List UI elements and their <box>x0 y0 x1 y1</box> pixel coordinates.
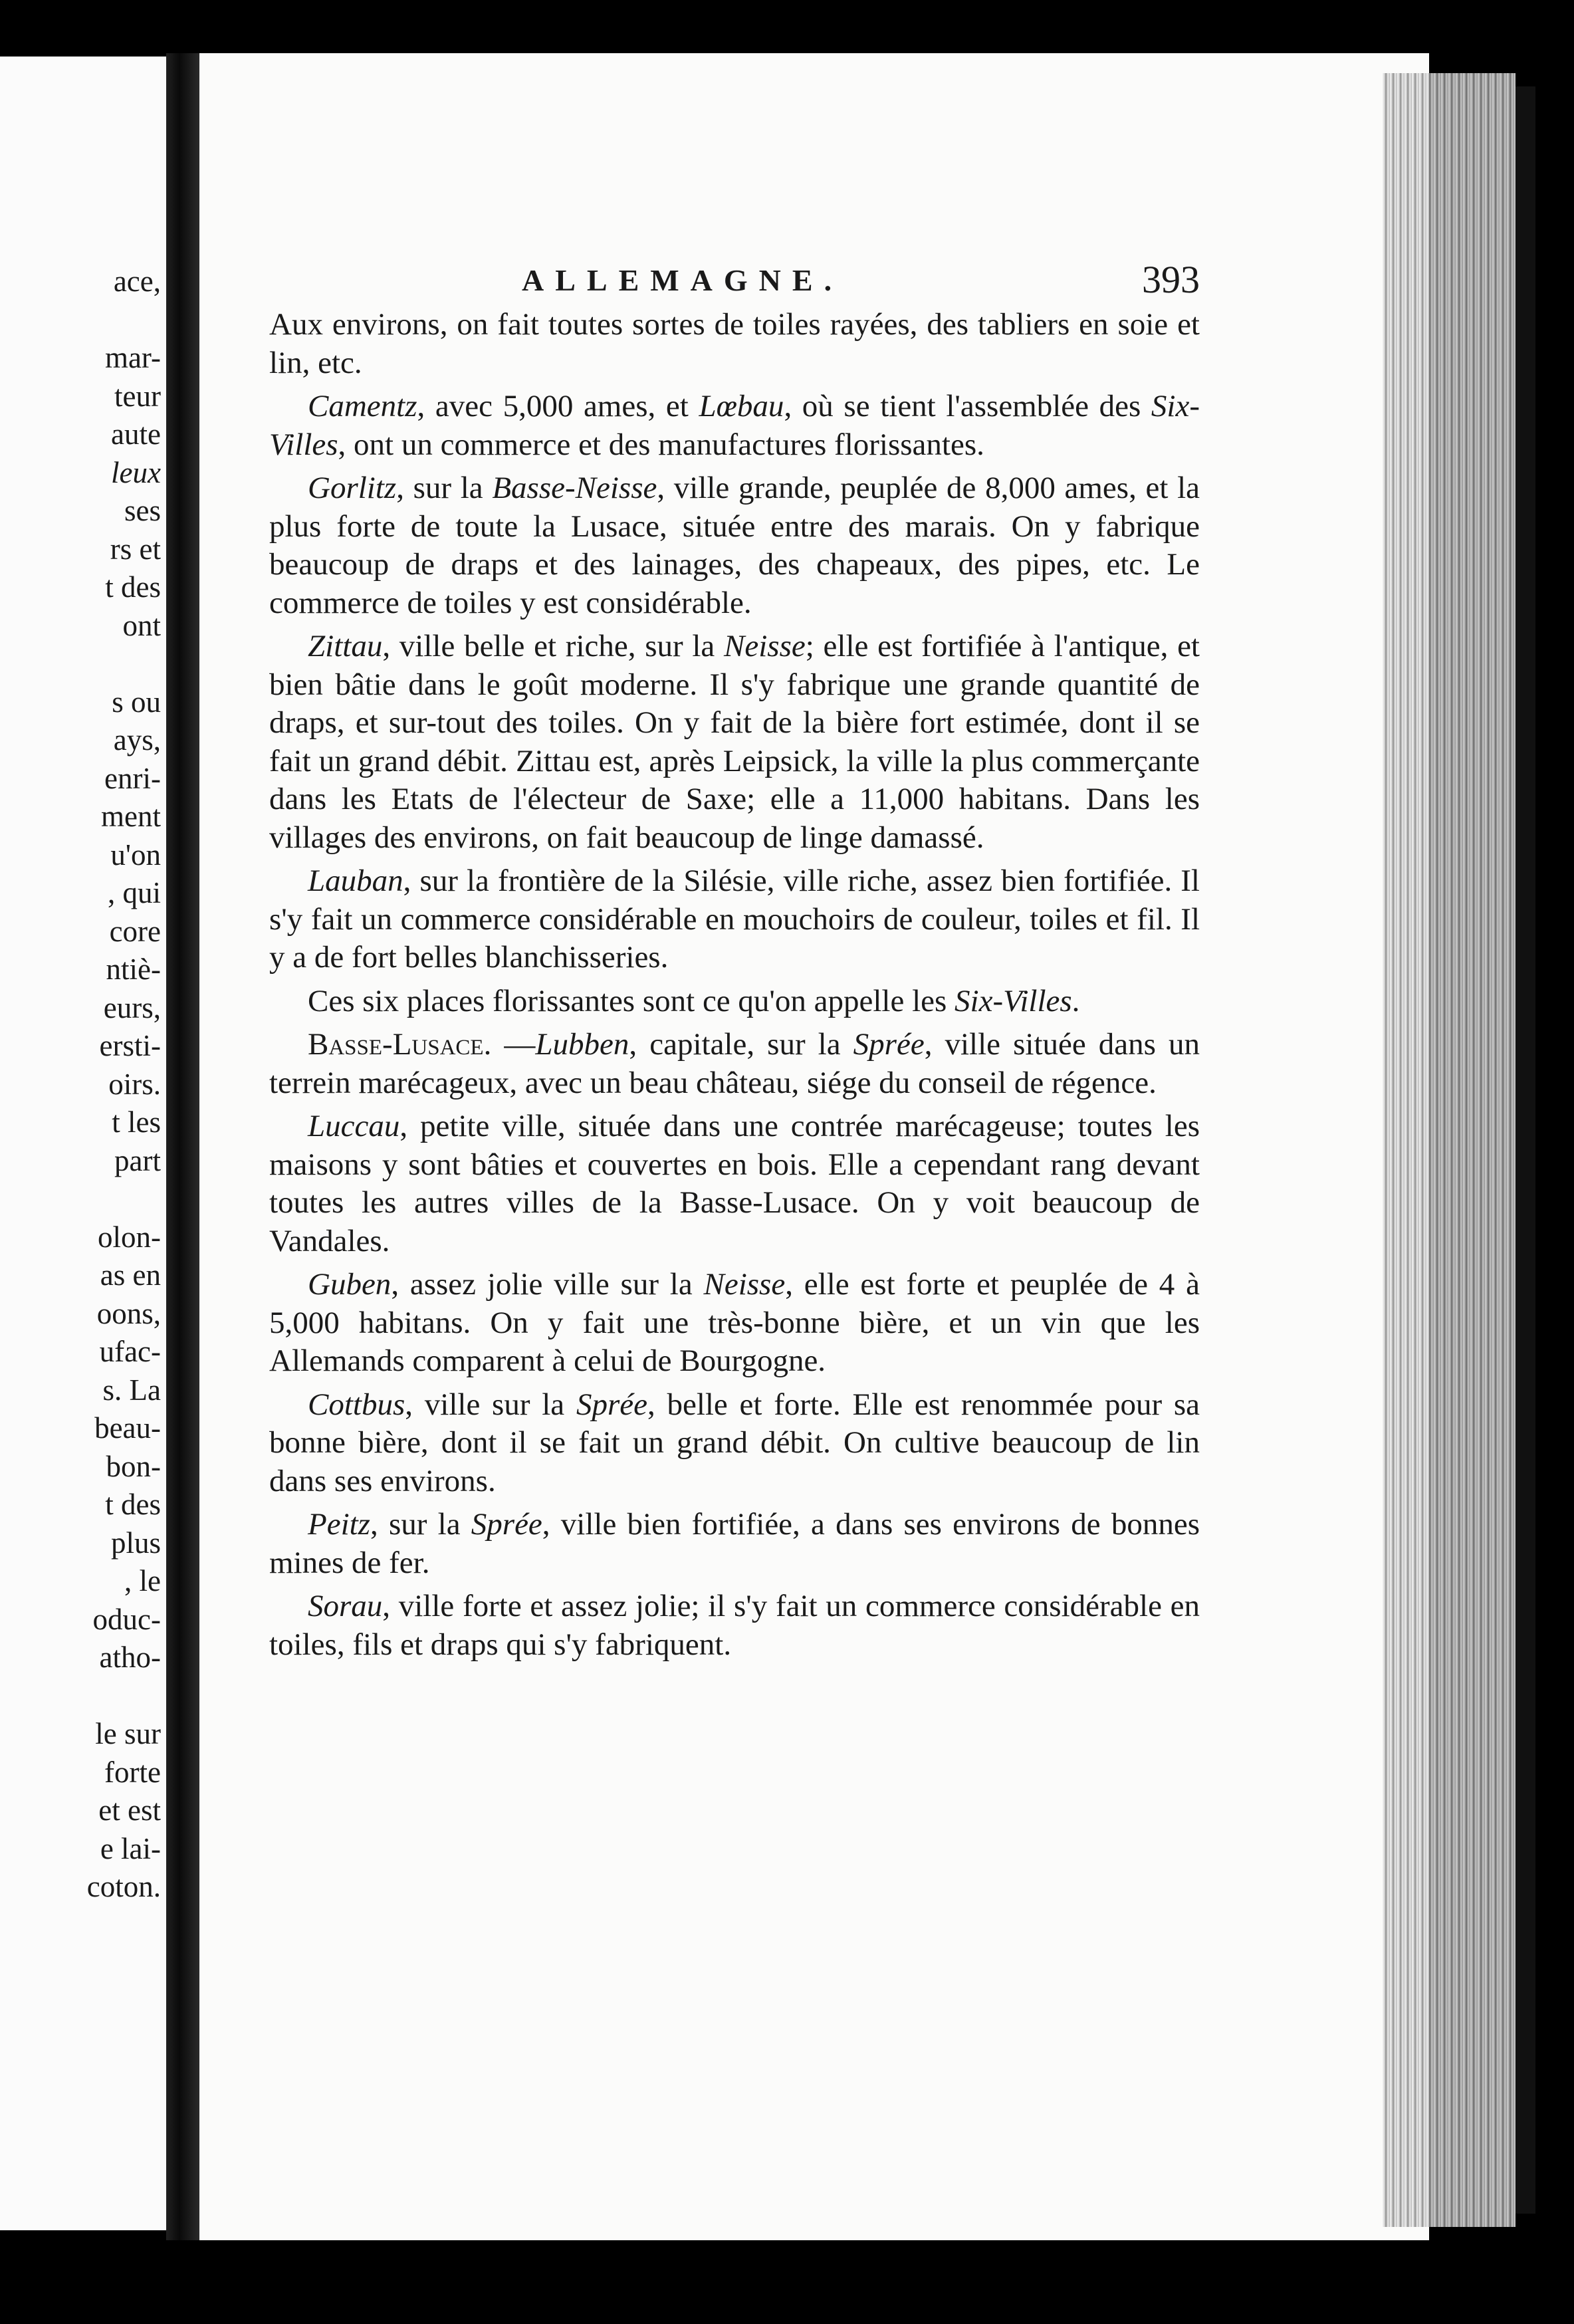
facing-page-text-fragment: s ou <box>112 685 161 719</box>
place-name: Neisse <box>703 1267 786 1302</box>
paragraph-text: , sur la <box>370 1507 471 1542</box>
body-text <box>269 306 1200 1669</box>
paragraph <box>269 306 1200 382</box>
facing-page-text-fragment: ace, <box>113 265 161 298</box>
paragraph <box>269 469 1200 622</box>
place-name: Sorau <box>308 1589 383 1623</box>
place-name: Lauban <box>308 864 403 898</box>
paragraph-text: , ont un commerce et des manufactures florissantes. <box>338 427 984 462</box>
paragraph <box>269 1266 1200 1381</box>
page-edge-shadow <box>1516 86 1535 2214</box>
place-name: Camentz <box>308 389 417 423</box>
facing-page-text-fragment: t des <box>105 1488 161 1521</box>
paragraph <box>269 983 1200 1021</box>
paragraph-text: , ville forte et assez jolie; il s'y fait un commerce considérable en toiles, fils et draps qui s'y fabriquent. <box>269 1589 1200 1662</box>
paragraph <box>269 862 1200 977</box>
facing-page-text-fragment: enri- <box>104 761 161 795</box>
paragraph-text: , elle est forte et peuplée de 4 à 5,000 habitans. On y fait une très-bonne bière, et un vin que les Allemands comparent à celui de Bourgogne. <box>269 1267 1200 1378</box>
facing-page-text-fragment: eurs, <box>103 990 161 1024</box>
page-header <box>269 258 1200 309</box>
paragraph <box>269 1587 1200 1664</box>
paragraph-text: , capitale, sur la <box>629 1027 853 1062</box>
facing-page-text-fragment: et est <box>98 1794 161 1827</box>
paragraph-text: , belle et forte. Elle est renommée pour sa bonne bière, dont il se fait un grand débit. On cultive beaucoup de lin dans ses environs. <box>269 1387 1200 1498</box>
facing-page-text-fragment: t les <box>112 1105 161 1139</box>
paragraph-text: , ville bien fortifiée, a dans ses environs de bonnes mines de fer. <box>269 1507 1200 1580</box>
facing-page-text-fragment: mar- <box>104 341 161 374</box>
facing-page-text-fragment: core <box>109 914 161 948</box>
paragraph <box>269 1026 1200 1102</box>
paragraph <box>269 1506 1200 1582</box>
facing-page-text-fragment: ses <box>124 494 161 527</box>
facing-page-left <box>0 57 166 2230</box>
facing-page-text-fragment: t des <box>105 570 161 604</box>
place-name: Peitz <box>308 1507 370 1542</box>
paragraph <box>269 1386 1200 1501</box>
paragraph-text: Ces six places florissantes sont ce qu'on appelle les <box>308 983 955 1018</box>
place-name: Sprée <box>576 1387 647 1422</box>
facing-page-text-fragment: ays, <box>113 723 161 756</box>
paragraph-text: , ville située dans un terrein marécageux, avec un beau château, siége du conseil de régence. <box>269 1027 1200 1100</box>
place-name: Lœbau <box>699 389 784 423</box>
facing-page-text-fragment: bon- <box>106 1449 161 1483</box>
paragraph-text: , assez jolie ville sur la <box>391 1267 704 1302</box>
facing-page-text-fragment: leux <box>111 455 161 489</box>
facing-page-text-fragment: ntiè- <box>106 953 161 986</box>
place-name: Gorlitz <box>308 471 397 505</box>
facing-page-text-fragment: forte <box>104 1755 161 1789</box>
facing-page-text-fragment: , le <box>124 1564 161 1597</box>
facing-page-text-fragment: oons, <box>96 1296 161 1330</box>
place-name: Sprée <box>471 1507 542 1542</box>
facing-page-text-fragment: ufac- <box>99 1335 161 1368</box>
paragraph <box>269 628 1200 857</box>
paragraph-text: , où se tient l'assemblée des <box>784 389 1151 423</box>
facing-page-text-fragment: coton. <box>86 1870 161 1903</box>
facing-page-text-fragment: rs et <box>110 532 161 566</box>
book-gutter <box>166 53 199 2240</box>
paragraph-text: . <box>1071 983 1080 1018</box>
facing-page-text-fragment: as en <box>100 1258 161 1292</box>
place-name: Basse-Neisse <box>492 471 657 505</box>
facing-page-text-fragment: aute <box>111 417 161 451</box>
paragraph-text: , ville grande, peuplée de 8,000 ames, et la plus forte de toute la Lusace, située entre des marais. On y fabrique beaucoup de draps et des lainages, des chapeaux, des pipes, etc. Le commerce de toiles y est considérable. <box>269 471 1200 620</box>
paragraph <box>269 388 1200 464</box>
facing-page-text-fragment: plus <box>110 1526 161 1560</box>
place-name: Neisse <box>724 629 806 663</box>
facing-page-text-fragment: teur <box>114 379 161 413</box>
place-name: Six-Villes <box>269 389 1200 462</box>
paragraph-text: ; elle est fortifiée à l'antique, et bien bâtie dans le goût moderne. Il s'y fabrique une grande quantité de draps, et sur-tout des toiles. On y fait de la bière fort estimée, dont il se fait un grand débit. Zittau est, après Leipsick, la ville la plus commerçante dans les Etats de l'électeur de Saxe; elle a 11,000 habitans. Dans les villages des environs, on fait beaucoup de linge damassé. <box>269 629 1200 855</box>
facing-page-text-fragment: oduc- <box>92 1602 161 1636</box>
facing-page-text-fragment: , qui <box>107 876 161 909</box>
place-name: Lubben <box>535 1027 629 1062</box>
facing-page-text-fragment: e lai- <box>100 1831 161 1865</box>
facing-page-text-fragment: olon- <box>98 1220 161 1254</box>
facing-page-text-fragment: atho- <box>99 1641 161 1674</box>
place-name: Six-Villes <box>955 983 1072 1018</box>
facing-page-text-fragment: oirs. <box>108 1067 161 1101</box>
paragraph-text: Aux environs, on fait toutes sortes de toiles rayées, des tabliers en soie et lin, etc. <box>269 307 1200 380</box>
facing-page-text-fragment: part <box>114 1143 161 1177</box>
facing-page-text-fragment: ersti- <box>99 1029 161 1062</box>
paragraph-text: , sur la frontière de la Silésie, ville riche, assez bien fortifiée. Il s'y fait un commerce considérable en mouchoirs de couleur, toiles et fil. Il y a de fort belles blanchisseries. <box>269 864 1200 975</box>
place-name: Cottbus <box>308 1387 405 1422</box>
place-name: Zittau <box>308 629 383 663</box>
paragraph-text: , sur la <box>396 471 493 505</box>
facing-page-text-fragment: beau- <box>94 1411 161 1445</box>
paragraph-text: , avec 5,000 ames, et <box>417 389 699 423</box>
facing-page-text-fragment: le sur <box>95 1717 161 1750</box>
page-edges <box>1383 73 1516 2227</box>
place-name: Guben <box>308 1267 392 1302</box>
paragraph-text: , petite ville, située dans une contrée marécageuse; toutes les maisons y sont bâties et couvertes en bois. Elle a cependant rang devant toutes les autres villes de la Basse-Lusace. On y voit beaucoup de Vandales. <box>269 1109 1200 1258</box>
paragraph <box>269 1107 1200 1260</box>
facing-page-text-fragment: ont <box>122 608 161 642</box>
place-name: Sprée <box>853 1027 925 1062</box>
paragraph-text: , ville belle et riche, sur la <box>382 629 725 663</box>
running-title: ALLEMAGNE. <box>522 263 843 297</box>
facing-page-text-fragment: ment <box>101 800 161 833</box>
facing-page-text-fragment: u'on <box>110 838 161 872</box>
place-name: Luccau <box>308 1109 400 1143</box>
section-heading: Basse-Lusace <box>308 1027 484 1062</box>
page-number: 393 <box>1142 258 1200 301</box>
facing-page-text-fragment: s. La <box>102 1373 161 1407</box>
paragraph-text: . — <box>483 1027 536 1062</box>
paragraph-text: , ville sur la <box>405 1387 576 1422</box>
